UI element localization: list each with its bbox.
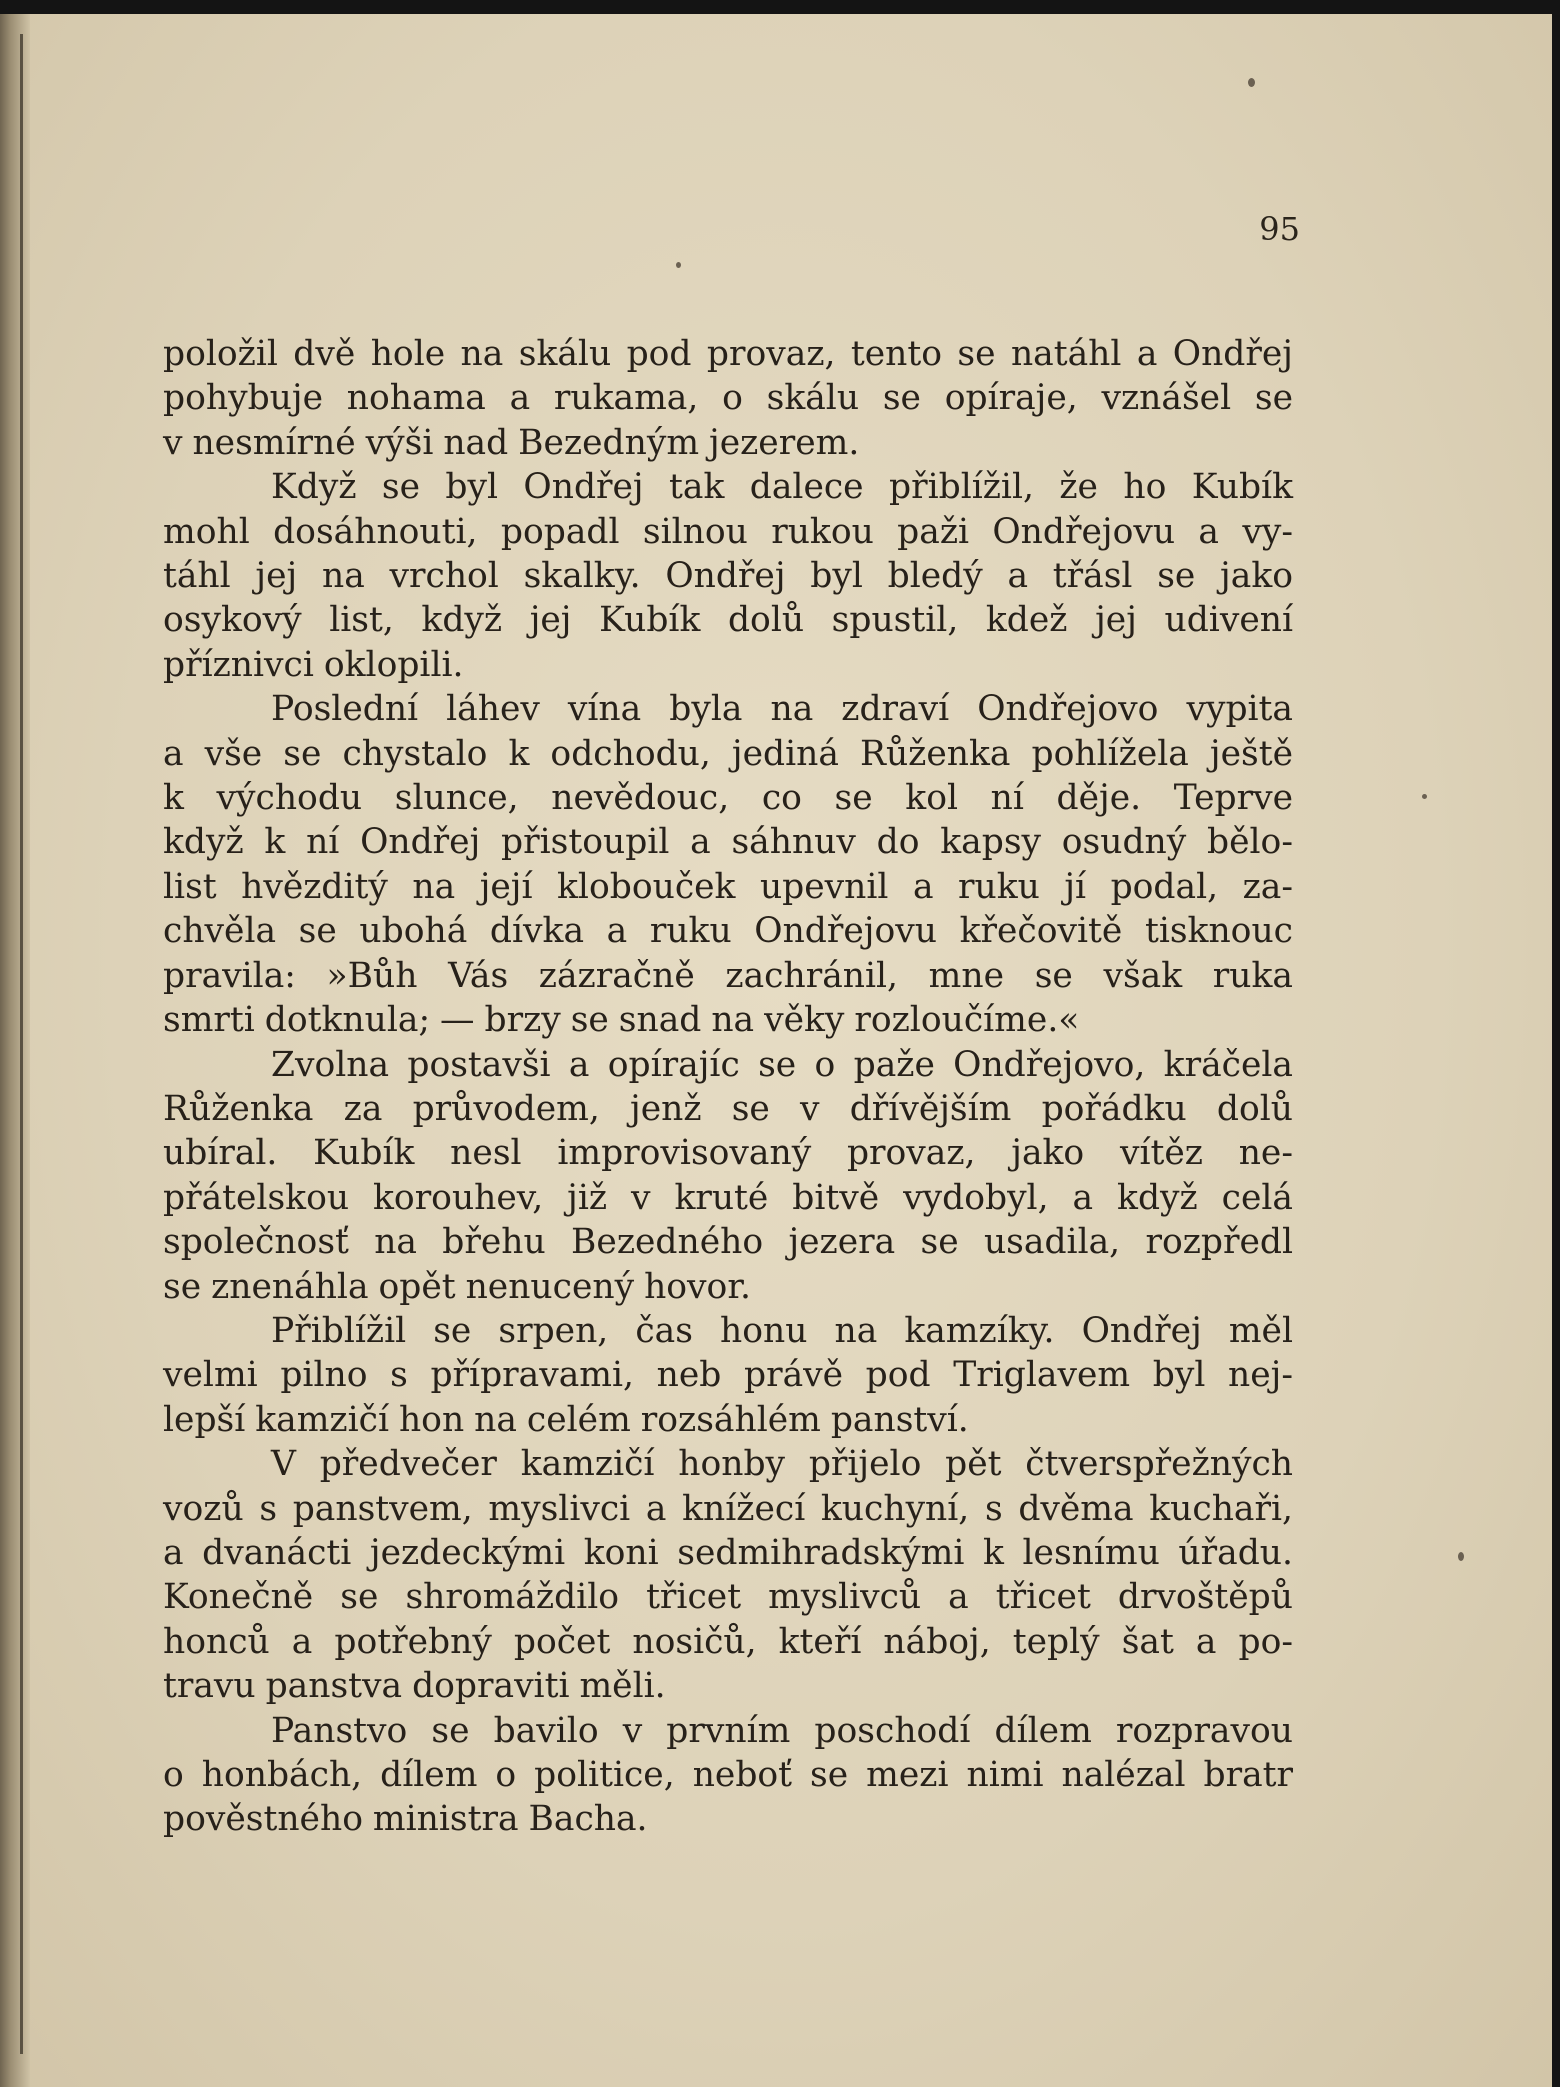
text-line: Panstvo se bavilo v prvním poschodí dílem rozpravou bbox=[271, 1710, 1293, 1751]
text-line: Přiblížil se srpen, čas honu na kamzíky. Ondřej měl bbox=[271, 1310, 1293, 1351]
text-line: k východu slunce, nevědouc, co se kol ní děje. Teprve bbox=[163, 778, 1293, 819]
text-line: se znenáhla opět nenucený hovor. bbox=[163, 1266, 751, 1307]
text-line: pravila: »Bůh Vás zázračně zachránil, mne se však ruka bbox=[163, 955, 1293, 996]
text-line: pověstného ministra Bacha. bbox=[163, 1799, 648, 1840]
text-line: smrti dotknula; — brzy se snad na věky rozloučíme.« bbox=[163, 1000, 1080, 1041]
page-number: 95 bbox=[1259, 210, 1300, 248]
text-line: pohybuje nohama a rukama, o skálu se opíraje, vznášel se bbox=[163, 378, 1293, 419]
paragraph bbox=[163, 1309, 1293, 1442]
text-line: a dvanácti jezdeckými koni sedmihradskými k lesnímu úřadu. bbox=[163, 1532, 1293, 1573]
paragraph bbox=[163, 332, 1293, 465]
text-line: ubíral. Kubík nesl improvisovaný provaz, jako vítěz ne- bbox=[163, 1133, 1293, 1174]
paragraph bbox=[163, 1709, 1293, 1842]
paragraph bbox=[163, 687, 1293, 1042]
text-line: společnosť na břehu Bezedného jezera se usadila, rozpředl bbox=[163, 1222, 1293, 1263]
text-line: Zvolna postavši a opírajíc se o paže Ondřejovo, kráčela bbox=[271, 1044, 1293, 1085]
paragraph bbox=[163, 1442, 1293, 1708]
text-line: V předvečer kamzičí honby přijelo pět čtverspřežných bbox=[271, 1444, 1293, 1485]
text-line: položil dvě hole na skálu pod provaz, tento se natáhl a Ondřej bbox=[163, 334, 1293, 374]
text-line: když k ní Ondřej přistoupil a sáhnuv do kapsy osudný bělo- bbox=[163, 822, 1293, 863]
text-line: v nesmírné výši nad Bezedným jezerem. bbox=[163, 422, 860, 463]
text-line: honců a potřebný počet nosičů, kteří náboj, teplý šat a po- bbox=[163, 1621, 1293, 1662]
paper-speck bbox=[1422, 794, 1427, 799]
text-line: travu panstva dopraviti měli. bbox=[163, 1666, 666, 1707]
text-line: list hvězditý na její klobouček upevnil a ruku jí podal, za- bbox=[163, 866, 1293, 907]
body-text bbox=[163, 332, 1293, 1842]
paper-speck bbox=[1458, 1552, 1464, 1561]
text-line: chvěla se ubohá dívka a ruku Ondřejovu křečovitě tisknouc bbox=[163, 911, 1293, 952]
text-line: Růženka za průvodem, jenž se v dřívějším pořádku dolů bbox=[163, 1088, 1293, 1129]
paragraph bbox=[163, 1043, 1293, 1309]
text-line: přátelskou korouhev, již v kruté bitvě vydobyl, a když celá bbox=[163, 1177, 1293, 1218]
paragraph bbox=[163, 465, 1293, 687]
text-line: Konečně se shromáždilo třicet myslivců a třicet drvoštěpů bbox=[163, 1577, 1293, 1618]
text-line: mohl dosáhnouti, popadl silnou rukou paži Ondřejovu a vy- bbox=[163, 511, 1293, 552]
text-line: o honbách, dílem o politice, neboť se mezi nimi nalézal bratr bbox=[163, 1755, 1293, 1795]
text-line: velmi pilno s přípravami, neb právě pod Triglavem byl nej- bbox=[163, 1355, 1293, 1396]
book-page bbox=[0, 14, 1552, 2087]
text-line: osykový list, když jej Kubík dolů spustil, kdež jej udivení bbox=[163, 600, 1293, 641]
text-line: vozů s panstvem, myslivci a knížecí kuchyní, s dvěma kuchaři, bbox=[163, 1488, 1293, 1529]
text-line: lepší kamzičí hon na celém rozsáhlém panství. bbox=[163, 1399, 969, 1440]
paper-speck bbox=[1248, 78, 1255, 87]
paper-speck bbox=[676, 262, 681, 268]
binding-line bbox=[20, 34, 23, 2054]
page-binding-edge bbox=[0, 14, 30, 2087]
text-line: táhl jej na vrchol skalky. Ondřej byl bledý a třásl se jako bbox=[163, 556, 1293, 597]
text-line: příznivci oklopili. bbox=[163, 644, 464, 685]
text-line: Když se byl Ondřej tak dalece přiblížil, že ho Kubík bbox=[271, 467, 1293, 508]
text-line: Poslední láhev vína byla na zdraví Ondřejovo vypita bbox=[271, 689, 1293, 730]
text-line: a vše se chystalo k odchodu, jediná Růženka pohlížela ještě bbox=[163, 733, 1293, 774]
